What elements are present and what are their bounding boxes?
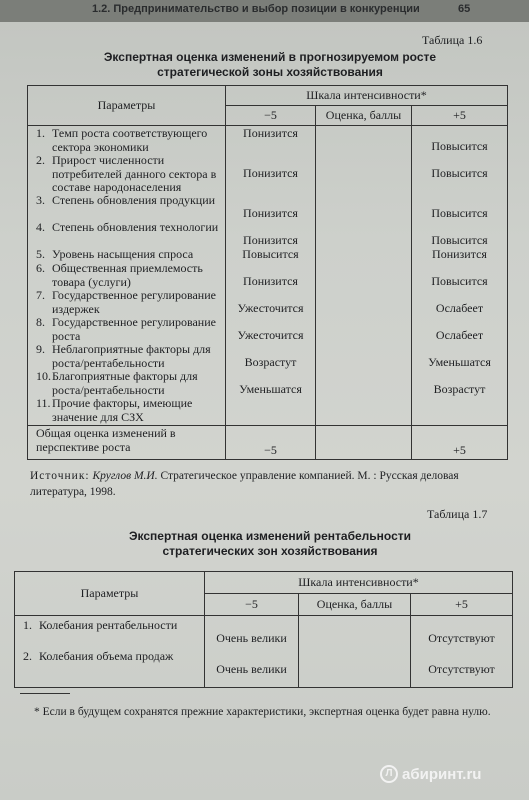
table1-minus-cell: Понизится xyxy=(243,274,298,288)
table1-score-column xyxy=(316,126,412,426)
source-author: Круглов М.И. xyxy=(92,470,158,482)
table1-param-row xyxy=(36,127,221,154)
table1-plus-cell xyxy=(412,397,507,425)
table1-param-num: 10. xyxy=(36,369,51,383)
table1-param-num: 4. xyxy=(36,220,45,234)
table2-plus-cell: Отсутствуют xyxy=(428,662,495,676)
table2-minus-cell: Очень велики xyxy=(216,631,287,645)
table2-header-plus: +5 xyxy=(411,594,513,616)
table1-param-num: 3. xyxy=(36,193,45,207)
table1-param-row xyxy=(36,221,221,248)
table1-minus-cell: Понизится xyxy=(243,166,298,180)
source-label: Источник: xyxy=(30,470,90,482)
table2-param-text: Колебания объема продаж xyxy=(39,649,174,663)
table2-param-text: Колебания рентабельности xyxy=(39,618,178,632)
running-head-title: 1.2. Предпринимательство и выбор позиции в конкуренции xyxy=(92,3,420,15)
footnote: * Если в будущем сохранятся прежние характеристики, экспертная оценка будет равна нулю. xyxy=(34,706,491,718)
table1-param-row xyxy=(36,343,221,370)
table1-param-text: Государственное регулирование издержек xyxy=(52,288,216,316)
table2-plus-column xyxy=(411,616,513,688)
table1-minus-cell: Понизится xyxy=(243,206,298,220)
table1-total-row xyxy=(28,426,508,460)
table1-total-score xyxy=(316,426,412,460)
watermark-text: абиринт.ru xyxy=(402,765,482,783)
table2-body-row xyxy=(15,616,513,688)
table2-header-score: Оценка, баллы xyxy=(299,594,411,616)
table1-param-row xyxy=(36,316,221,343)
table2-title-line2: стратегических зон хозяйствования xyxy=(162,544,378,558)
table1-param-num: 5. xyxy=(36,247,45,261)
table2-plus-cell: Отсутствуют xyxy=(428,631,495,645)
table1-plus-cell: Возрастут xyxy=(433,382,486,396)
table1-total-minus: −5 xyxy=(226,426,316,460)
table1-param-text: Темп роста соответствующего сектора экономики xyxy=(52,126,208,154)
table2-param-num: 1. xyxy=(23,618,32,632)
table1-param-num: 7. xyxy=(36,288,45,302)
table1-source xyxy=(30,468,500,500)
labirint-logo-icon: Л xyxy=(380,765,398,783)
table1-plus-cell: Уменьшатся xyxy=(428,355,491,369)
table1-param-num: 6. xyxy=(36,261,45,275)
table1-param-num: 8. xyxy=(36,315,45,329)
table1-minus-cell: Понизится xyxy=(243,233,298,247)
table2-minus-cell: Очень велики xyxy=(216,662,287,676)
table1-title xyxy=(60,50,480,80)
table1-minus-cell: Уменьшатся xyxy=(239,382,302,396)
table1-plus-cell: Понизится xyxy=(432,247,487,261)
table1-total-label: Общая оценка изменений в перспективе роста xyxy=(28,426,226,460)
table1-param-row xyxy=(36,262,221,289)
table1-param-num: 9. xyxy=(36,342,45,356)
table2-header-scale: Шкала интенсивности* xyxy=(205,572,513,594)
table1-header-score: Оценка, баллы xyxy=(316,106,412,126)
table1-plus-cell: Ослабеет xyxy=(435,328,484,342)
table1-param-text: Благоприятные факторы для роста/рентабельности xyxy=(52,369,198,397)
table1-param-num: 11. xyxy=(36,396,51,410)
table1-plus-cell: Повысится xyxy=(431,274,488,288)
table2-param-num: 2. xyxy=(23,649,32,663)
table1-header-plus: +5 xyxy=(412,106,508,126)
table1-minus-cell xyxy=(226,397,315,425)
table2-params-column xyxy=(15,616,205,688)
page-number: 65 xyxy=(458,3,471,15)
table1-param-text: Прочие факторы, имеющие значение для СЗХ xyxy=(52,396,193,424)
table1 xyxy=(27,85,508,460)
table1-header-params: Параметры xyxy=(28,86,226,126)
table1-body-row xyxy=(28,126,508,426)
table1-param-row xyxy=(36,154,221,194)
table2-param-row xyxy=(23,650,200,681)
table2-label: Таблица 1.7 xyxy=(427,507,488,521)
table1-param-text: Уровень насыщения спроса xyxy=(52,247,194,261)
table1-param-row xyxy=(36,289,221,316)
watermark xyxy=(380,765,481,783)
table1-param-row xyxy=(36,370,221,397)
source-text: Стратегическое управление компанией. М. : Русская деловая литература, 1998. xyxy=(30,470,459,498)
table2 xyxy=(14,571,513,688)
table1-header-minus: −5 xyxy=(226,106,316,126)
table1-minus-cell: Ужесточится xyxy=(237,301,304,315)
table1-minus-cell: Ужесточится xyxy=(237,328,304,342)
table1-param-row xyxy=(36,194,221,221)
table1-plus-cell: Ослабеет xyxy=(435,301,484,315)
table1-minus-cell: Возрастут xyxy=(244,355,297,369)
table1-minus-cell: Повысится xyxy=(242,247,299,261)
table1-params-column xyxy=(28,126,226,426)
table2-param-row xyxy=(23,619,200,650)
table2-header-params: Параметры xyxy=(15,572,205,616)
table1-minus-column xyxy=(226,126,316,426)
table2-minus-column xyxy=(205,616,299,688)
table1-plus-column xyxy=(412,126,508,426)
table1-param-row xyxy=(36,397,221,425)
table2-title xyxy=(60,529,480,559)
table1-param-text: Прирост численности потребителей данного сектора в составе народонаселения xyxy=(52,153,217,194)
table1-header-scale: Шкала интенсивности* xyxy=(226,86,508,106)
table1-label: Таблица 1.6 xyxy=(422,33,483,47)
table1-param-row xyxy=(36,248,221,262)
table1-plus-cell: Повысится xyxy=(431,139,488,153)
table1-param-num: 2. xyxy=(36,153,45,167)
table1-param-num: 1. xyxy=(36,126,45,140)
running-head xyxy=(0,0,529,22)
table1-plus-cell: Повысится xyxy=(431,206,488,220)
table1-total-plus: +5 xyxy=(412,426,508,460)
table1-param-text: Государственное регулирование роста xyxy=(52,315,216,343)
table1-plus-cell: Повысится xyxy=(431,166,488,180)
table2-header-minus: −5 xyxy=(205,594,299,616)
table1-param-text: Степень обновления продукции xyxy=(52,193,216,207)
table1-title-line1: Экспертная оценка изменений в прогнозируемом росте xyxy=(103,50,437,64)
table2-title-line1: Экспертная оценка изменений рентабельности xyxy=(128,529,412,543)
table2-score-column xyxy=(299,616,411,688)
table1-param-text: Степень обновления технологии xyxy=(52,220,219,234)
footnote-divider xyxy=(20,693,70,694)
table1-minus-cell: Понизится xyxy=(243,126,298,140)
table1-title-line2: стратегической зоны хозяйствования xyxy=(157,65,383,79)
table1-plus-cell: Повысится xyxy=(431,233,488,247)
table1-param-text: Неблагоприятные факторы для роста/рентабельности xyxy=(52,342,211,370)
table1-param-text: Общественная приемлемость товара (услуги) xyxy=(52,261,203,289)
